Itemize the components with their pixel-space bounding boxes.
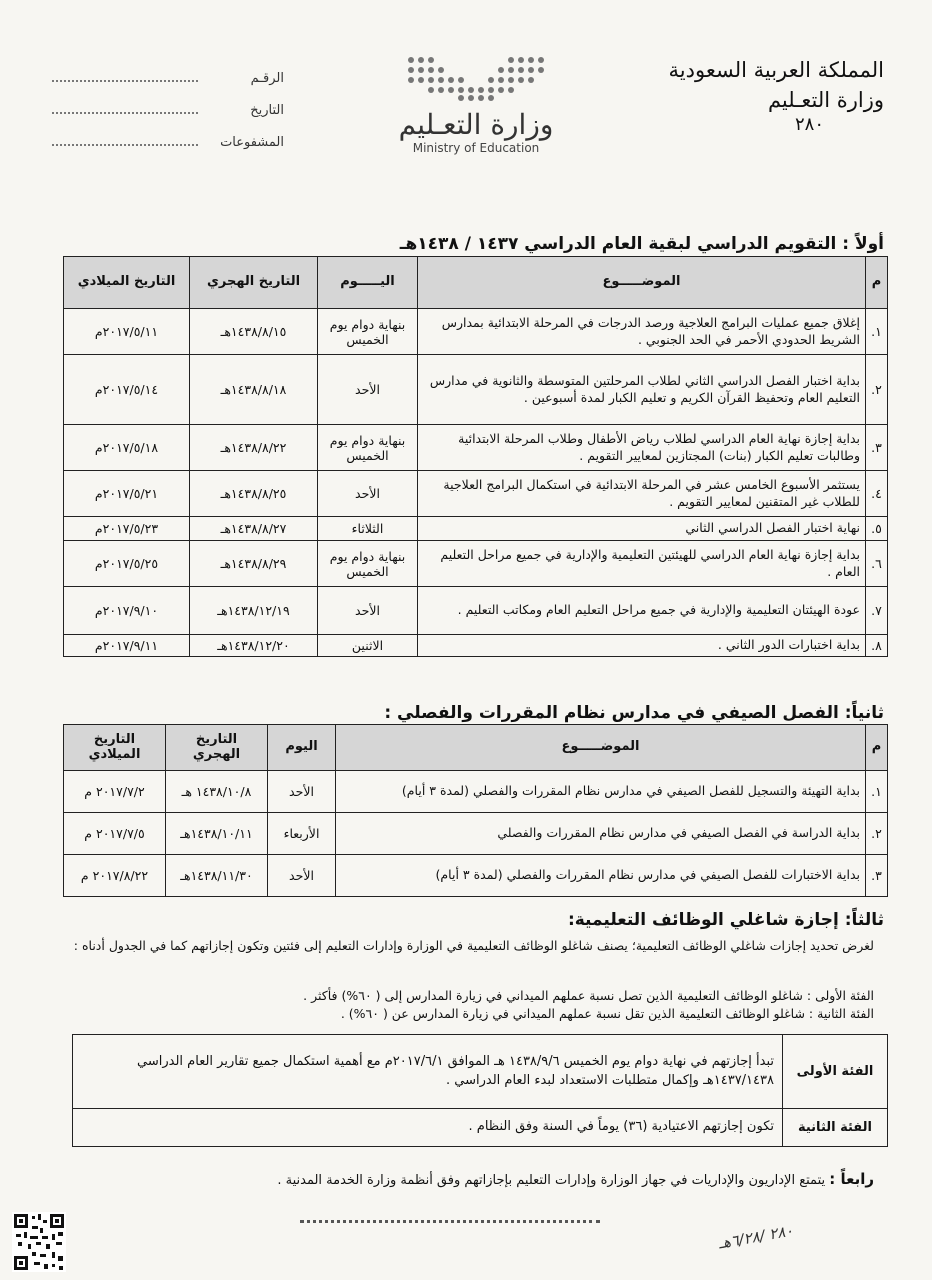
section3-intro: لغرض تحديد إجازات شاغلي الوظائف التعليمية؛ يصنف شاغلو الوظائف التعليمية في الوزارة وإدارات التعليم إلى فئتين وتكون إجازاتهم كما في الجدول أدناه :: [73, 938, 874, 953]
letter-fields: [52, 62, 284, 158]
logo-arabic: وزارة التعـليم: [398, 108, 554, 141]
section1-table: [63, 256, 888, 657]
table-row: ٥. نهاية اختبار الفصل الدراسي الثاني الثلاثاء ١٤٣٨/٨/٢٧هـ ٢٠١٧/٥/٢٣م: [64, 517, 888, 541]
kingdom-name: المملكة العربية السعودية: [668, 58, 884, 82]
section3-cat1: الفئة الأولى : شاغلو الوظائف التعليمية الذين تصل نسبة عملهم الميداني في زيارة المدارس إلى ( ٦٠%) فأكثر .: [303, 988, 874, 1003]
table-row: ٣. بداية الاختبارات للفصل الصيفي في مدارس نظام المقررات والفصلي (لمدة ٣ أيام) الأحد ١٤٣٨/١١/٣٠هـ ٢٠١٧/٨/٢٢ م: [64, 855, 888, 897]
category-second: الفئة الثانية: [783, 1109, 888, 1147]
qr-code-icon: [12, 1212, 66, 1272]
table-row: ٤. يستثمر الأسبوع الخامس عشر في المرحلة الابتدائية في استكمال البرامج العلاجية للطلاب غير المتقنين لمعايير التقويم . الأحد ١٤٣٨/٨/٢٥هـ ٢٠١٧/٥/٢١م: [64, 471, 888, 517]
section4-label: رابعاً :: [829, 1170, 874, 1188]
header-day: اليوم: [268, 725, 336, 771]
table-row: ٨. بداية اختبارات الدور الثاني . الاثنين ١٤٣٨/١٢/٢٠هـ ٢٠١٧/٩/١١م: [64, 635, 888, 657]
table-row: ٢. بداية الدراسة في الفصل الصيفي في مدارس نظام المقررات والفصلي الأربعاء ١٤٣٨/١٠/١١هـ ٢٠١٧/٧/٥ م: [64, 813, 888, 855]
table-row: ١. بداية التهيئة والتسجيل للفصل الصيفي في مدارس نظام المقررات والفصلي (لمدة ٣ أيام) الأحد ١٤٣٨/١٠/٨ هـ ٢٠١٧/٧/٢ م: [64, 771, 888, 813]
table-row: ٢. بداية اختبار الفصل الدراسي الثاني لطلاب المرحلتين المتوسطة والثانوية في مدارس التعليم العام وتحفيظ القرآن الكريم و تعليم الكبار لمدة أسبوعين . الأحد ١٤٣٨/٨/١٨هـ ٢٠١٧/٥/١٤م: [64, 355, 888, 425]
section2-table: [63, 724, 888, 897]
section4: [54, 1170, 874, 1188]
ministry-logo: [376, 52, 576, 155]
section2-title: ثانياً: الفصل الصيفي في مدارس نظام المقررات والفصلي :: [384, 703, 884, 723]
header-day: اليـــــوم: [318, 257, 418, 309]
table-row: ١. إغلاق جميع عمليات البرامج العلاجية ورصد الدرجات في المرحلة الابتدائية بمدارس الشريط الحدودي الأحمر في الحد الجنوبي . بنهاية دوام يوم الخميس ١٤٣٨/٨/١٥هـ ٢٠١٧/٥/١١م: [64, 309, 888, 355]
table-row: ٧. عودة الهيئتان التعليمية والإدارية في جميع مراحل التعليم العام ومكاتب التعليم . الأحد ١٤٣٨/١٢/١٩هـ ٢٠١٧/٩/١٠م: [64, 587, 888, 635]
header-num: م: [866, 725, 888, 771]
section3-title: ثالثاً: إجازة شاغلي الوظائف التعليمية:: [567, 910, 884, 930]
section3-cat2: الفئة الثانية : شاغلو الوظائف التعليمية الذين تقل نسبة عملهم الميداني في زيارة المدارس عن ( ٦٠%) .: [340, 1006, 874, 1021]
field-date: التاريخ: [52, 94, 284, 126]
letterhead-right: [669, 58, 884, 135]
header-subject: الموضـــــوع: [418, 257, 866, 309]
header-gregorian: التاريخ الميلادي: [64, 725, 166, 771]
table-row: ٣. بداية إجازة نهاية العام الدراسي لطلاب رياض الأطفال وطلاب المرحلة الابتدائية وطالبات تعليم الكبار (بنات) المجتازين لمعايير التقويم . بنهاية دوام يوم الخميس ١٤٣٨/٨/٢٢هـ ٢٠١٧/٥/١٨م: [64, 425, 888, 471]
logo-dots-icon: [401, 52, 551, 102]
field-number: الرقـم: [52, 62, 284, 94]
header-hijri: التاريخ الهجري: [166, 725, 268, 771]
section1-title: أولاً : التقويم الدراسي لبقية العام الدراسي ١٤٣٧ / ١٤٣٨هـ: [399, 234, 884, 254]
ministry-name: وزارة التعـليم: [767, 88, 884, 112]
header-subject: الموضـــــوع: [336, 725, 866, 771]
header-num: م: [866, 257, 888, 309]
field-attachments: المشفوعات: [52, 126, 284, 158]
handwritten-note: ٢٨٠ /٦/٢٨هـ: [717, 1221, 795, 1253]
category-first: الفئة الأولى: [783, 1035, 888, 1109]
section4-text: يتمتع الإداريون والإداريات في جهاز الوزارة وإدارات التعليم بإجازاتهم وفق أنظمة وزارة الخدمة المدنية .: [277, 1173, 826, 1188]
table-row: الفئة الثانية تكون إجازتهم الاعتيادية (٣٦) يوماً في السنة وفق النظام .: [73, 1109, 888, 1147]
footer-divider: [300, 1220, 600, 1223]
logo-english: Ministry of Education: [412, 141, 540, 155]
table-row: ٦. بداية إجازة نهاية العام الدراسي للهيئتين التعليمية والإدارية في جميع مراحل التعليم العام . بنهاية دوام يوم الخميس ١٤٣٨/٨/٢٩هـ ٢٠١٧/٥/٢٥م: [64, 541, 888, 587]
header-gregorian: التاريخ الميلادي: [64, 257, 190, 309]
categories-table: [72, 1034, 888, 1147]
handwritten-number: ٢٨٠: [794, 114, 824, 135]
header-hijri: التاريخ الهجري: [190, 257, 318, 309]
table-row: الفئة الأولى تبدأ إجازتهم في نهاية دوام يوم الخميس ١٤٣٨/٩/٦ هـ الموافق ٢٠١٧/٦/١م مع أهمية استكمال جميع تقارير العام الدراسي ١٤٣٧/١٤٣٨هـ وإكمال متطلبات الاستعداد لبدء العام الدراسي .: [73, 1035, 888, 1109]
